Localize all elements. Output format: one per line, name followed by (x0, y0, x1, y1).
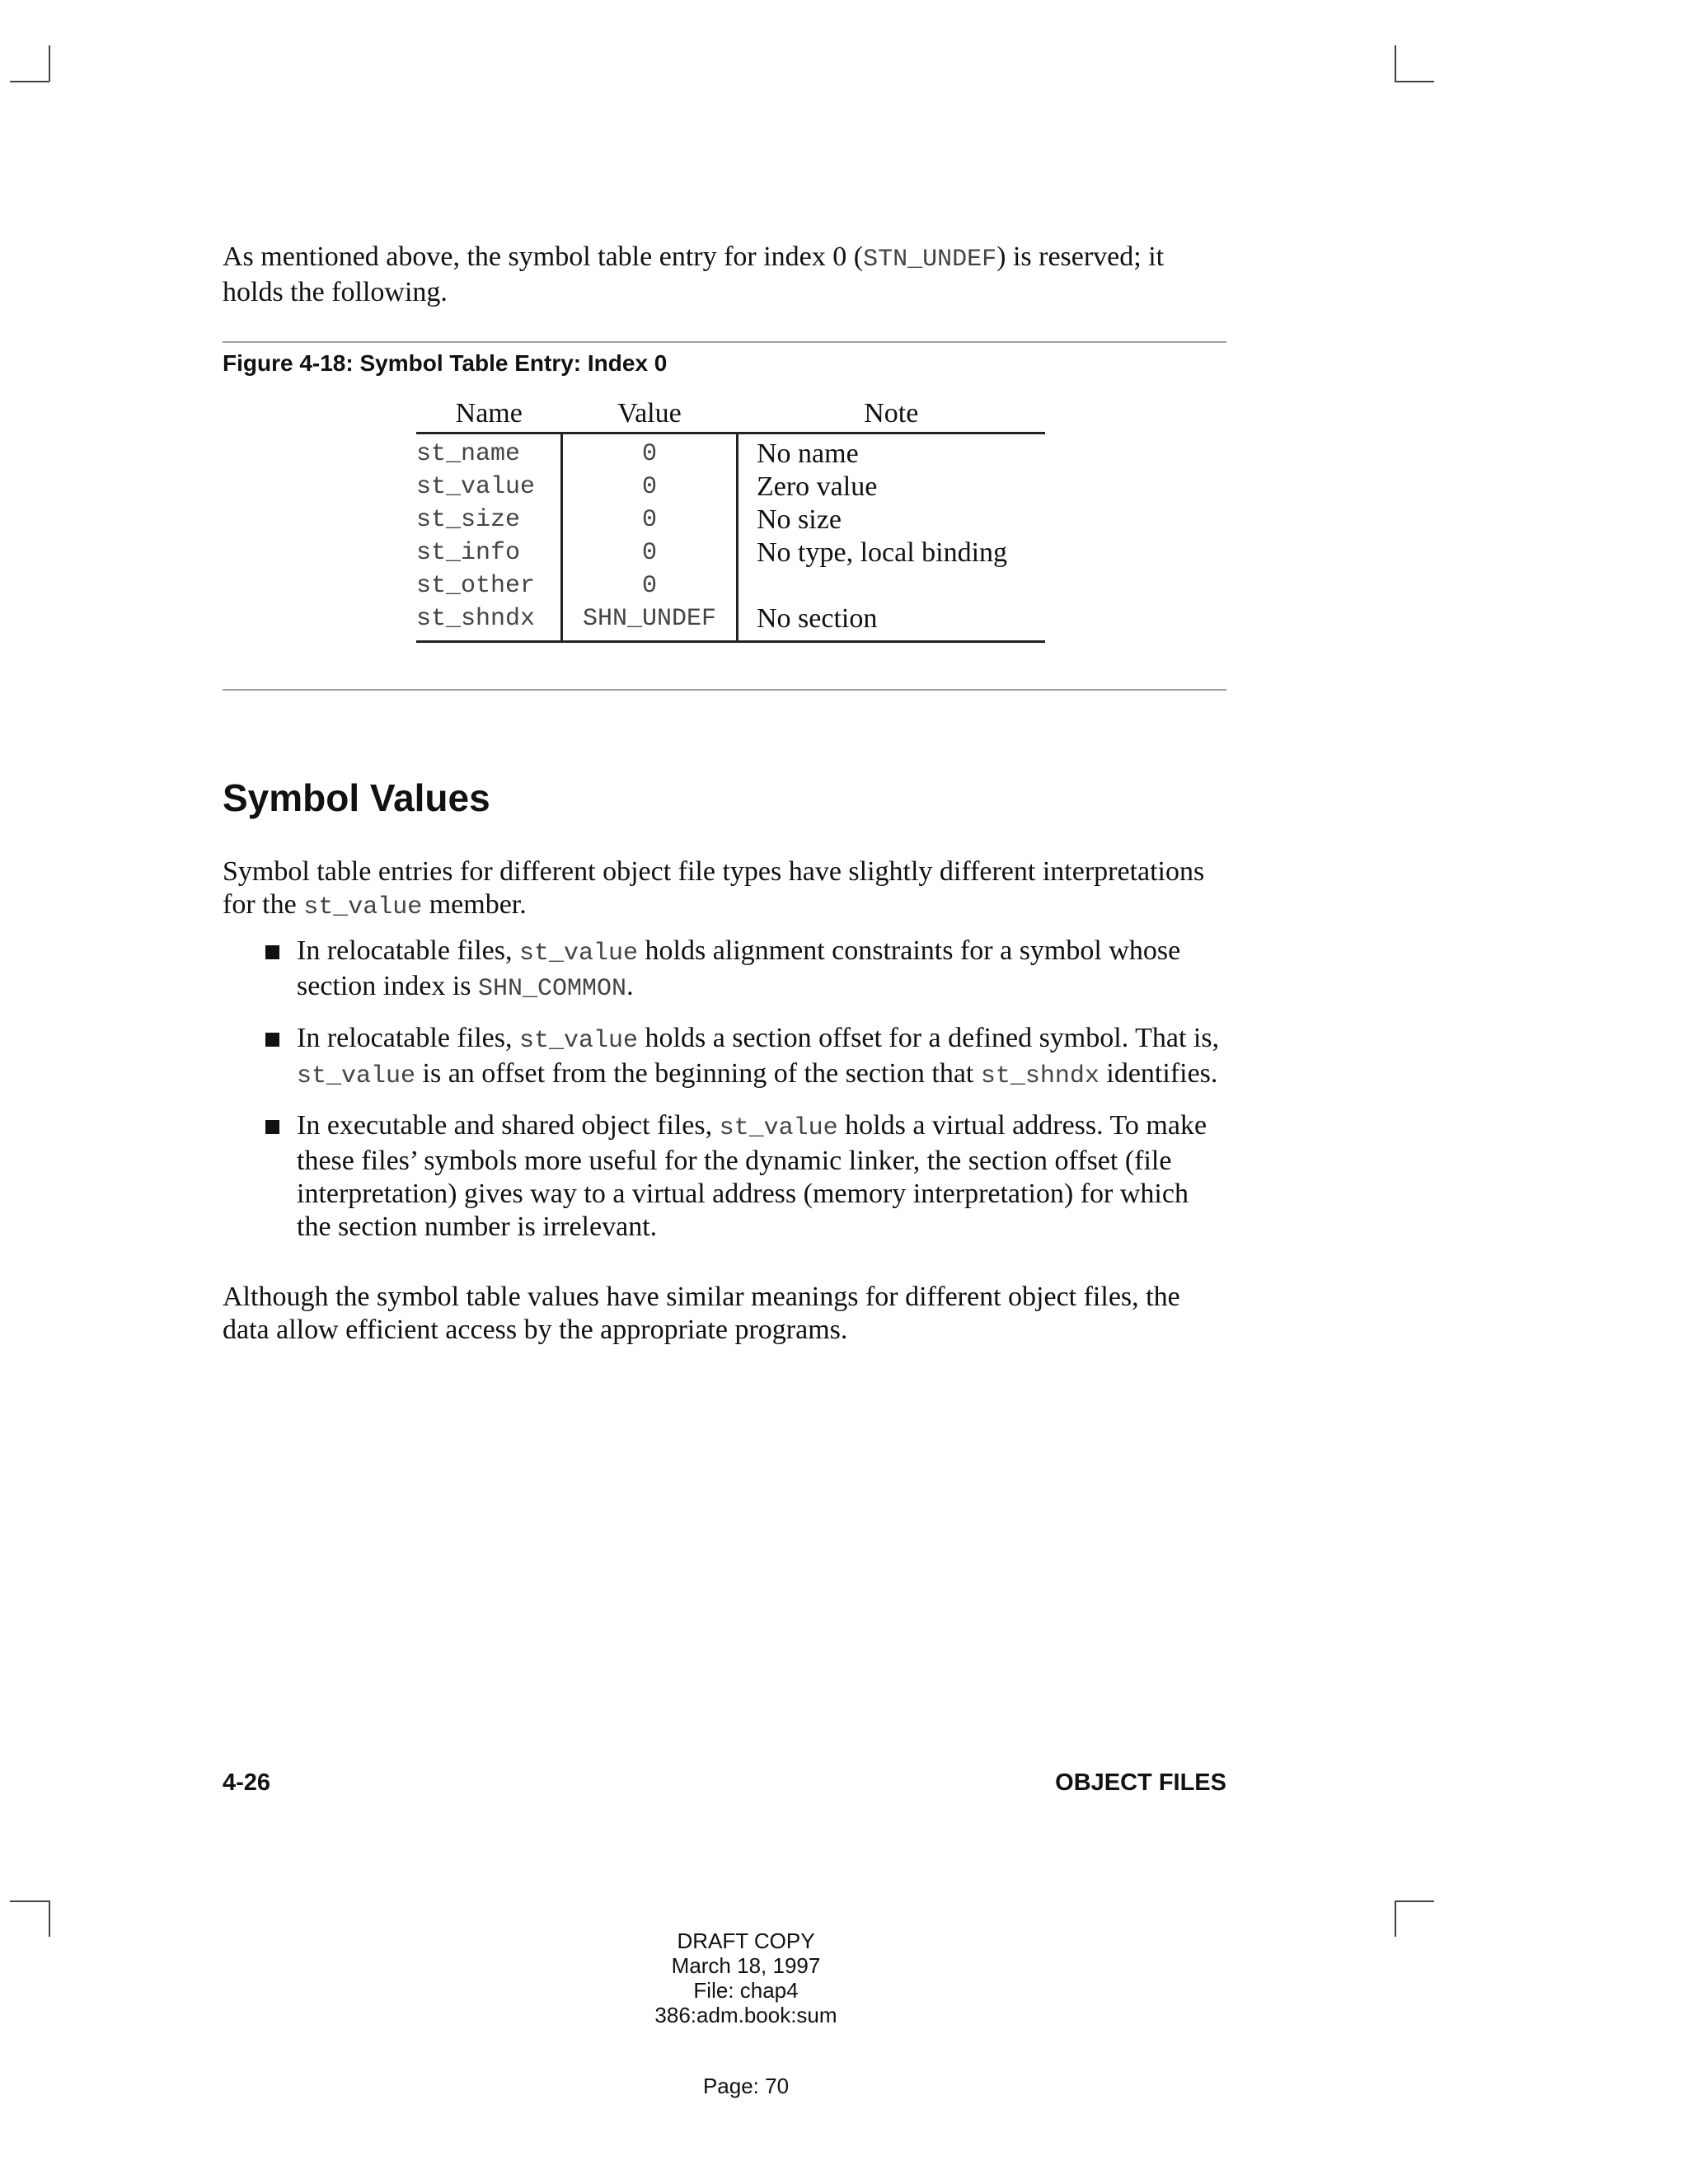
bullet-square-icon (265, 1033, 279, 1047)
crop-mark-bottom-left-h (10, 1900, 49, 1902)
section-title: Symbol Values (223, 776, 490, 819)
figure-bottom-rule (223, 689, 1226, 691)
header-value: Value (562, 396, 738, 434)
crop-mark-bottom-right-v (1395, 1900, 1396, 1937)
list-item: In executable and shared object files, st_value holds a virtual address. To make these files’ symbols more useful for the dynamic linker, the section offset (file interpretation) gives way to a virtual address (memory interpretation) for which the section number is irrelevant. (223, 1109, 1226, 1244)
cell-value: 0 (562, 504, 738, 537)
cell-value: 0 (562, 471, 738, 504)
cell-note: No section (738, 602, 1046, 642)
list-item: In relocatable files, st_value holds a section offset for a defined symbol. That is, st_value is an offset from the beginning of the section that st_shndx identifies. (223, 1022, 1226, 1093)
draft-file: File: chap4 (693, 1978, 799, 2003)
header-note: Note (738, 396, 1046, 434)
para-code: st_value (303, 893, 423, 921)
crop-mark-top-left-h (10, 81, 49, 82)
header-name: Name (416, 396, 562, 434)
cell-name: st_info (416, 537, 562, 569)
figure-caption: Figure 4-18: Symbol Table Entry: Index 0 (223, 350, 668, 376)
crop-mark-bottom-left-v (49, 1900, 50, 1937)
cell-value: 0 (562, 434, 738, 471)
crop-mark-top-right-h (1395, 81, 1434, 82)
cell-value: SHN_UNDEF (562, 602, 738, 642)
cell-name: st_size (416, 504, 562, 537)
table-row (416, 602, 1045, 642)
table-row (416, 569, 1045, 602)
closing-paragraph: Although the symbol table values have similar meanings for different object files, the data allow efficient access by the appropriate programs. (223, 1282, 1180, 1345)
bullet-square-icon (265, 1120, 279, 1134)
crop-mark-top-right-v (1395, 45, 1396, 82)
table-row (416, 504, 1045, 537)
para-text-2: member. (422, 889, 527, 920)
cell-note: Zero value (757, 471, 878, 502)
intro-text-2: ) is reserved; it holds the following. (223, 241, 1165, 307)
cell-value: 0 (562, 569, 738, 602)
intro-text-1: As mentioned above, the symbol table entry for index 0 ( (223, 241, 864, 272)
cell-name: st_shndx (416, 602, 562, 642)
intro-code: STN_UNDEF (863, 246, 997, 274)
cell-name: st_value (416, 471, 562, 504)
table-row (416, 537, 1045, 569)
table-header-row (416, 396, 1045, 434)
draft-page-number: Page: 70 (702, 2074, 790, 2098)
cell-name: st_name (416, 434, 562, 471)
draft-date: March 18, 1997 (671, 1953, 821, 1978)
crop-mark-bottom-right-h (1395, 1900, 1434, 1902)
para-text-1: Symbol table entries for different object file types have slightly different interpretations for the (223, 856, 1205, 920)
cell-note: No size (757, 504, 842, 535)
cell-note (738, 569, 1046, 602)
draft-stamp (581, 1929, 911, 2027)
bullet-square-icon (265, 945, 279, 959)
draft-line: DRAFT COPY (677, 1929, 815, 1953)
figure-top-rule (223, 341, 1226, 343)
table-row (416, 471, 1045, 504)
section-intro-paragraph (223, 855, 1226, 924)
draft-book: 386:adm.book:sum (654, 2003, 837, 2027)
list-item: In relocatable files, st_value holds alignment constraints for a symbol whose section index is SHN_COMMON. (223, 935, 1226, 1005)
cell-value: 0 (562, 537, 738, 569)
symbol-table (416, 396, 1045, 643)
cell-note: No name (757, 438, 859, 469)
table-row (416, 434, 1045, 471)
cell-note: No type, local binding (757, 537, 1008, 568)
bullet-list (223, 935, 1226, 1260)
footer-page-label: 4-26 (223, 1769, 271, 1796)
crop-mark-top-left-v (49, 45, 50, 82)
cell-name: st_other (416, 569, 562, 602)
footer-chapter: OBJECT FILES (1055, 1769, 1226, 1796)
intro-paragraph (223, 241, 1226, 309)
